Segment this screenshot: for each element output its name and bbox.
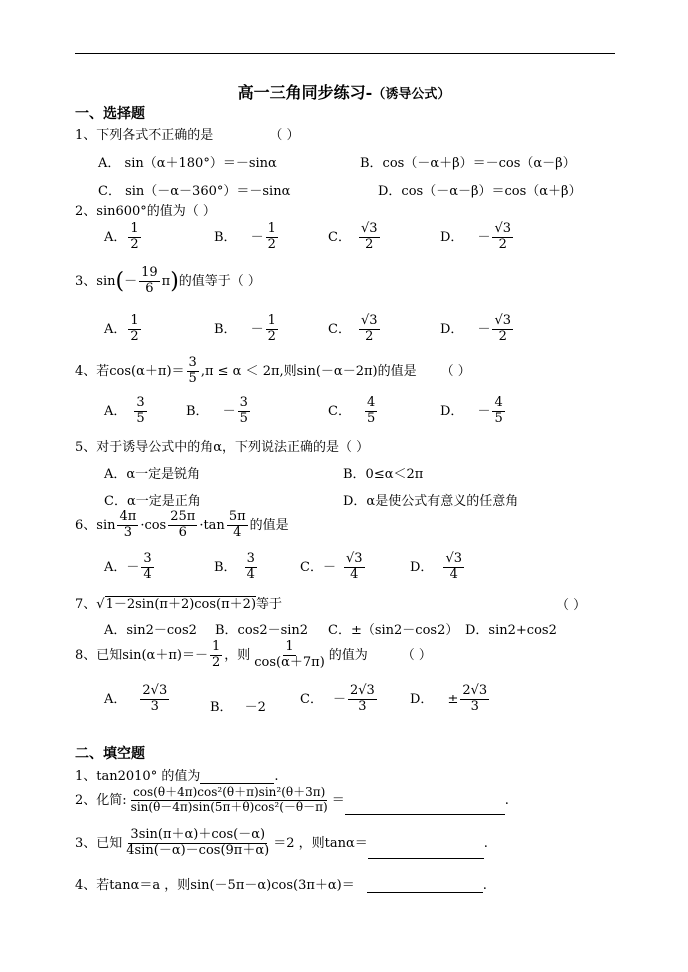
fill-2-blank[interactable] <box>345 800 505 815</box>
question-8-stem: 8、已知sin(α＋π)＝－ $\frac{1}{2}$ ，则 $\frac{1}{\cos(\alpha+7\pi)}$ 的值为 （ ） <box>75 639 432 670</box>
q1-option-d: D．cos（－α－β）＝cos（α＋β） <box>378 184 582 199</box>
q8-option-d: D． ± $\frac{2√3}{3}$ <box>410 683 488 714</box>
q8-option-a: A． $\frac{2√3}{3}$ <box>104 683 168 714</box>
question-4-stem: 4、若cos(α＋π)＝ $\frac{3}{5}$ ,π ≤ α ＜ 2π,则sin(－α－2π)的值是 （ ） <box>75 355 471 386</box>
fill-2: 2、化简: $\frac{\text{cos(θ＋4π)cos²(θ＋π)sin²(θ＋3π)}}{\text{sin(θ－4π)sin(5π＋θ)cos²(－θ－π)}}$ ＝ . <box>75 785 509 814</box>
q2-option-c: C． $\frac{√3}{2}$ <box>328 221 378 252</box>
fill-3: 3、已知 $\frac{3\sin(\pi+\alpha)+\cos(-\alpha)}{4\sin(-\alpha)-\cos(9\pi+\alpha)}$ ＝2 ，则tanα＝ . <box>75 827 488 858</box>
q1-option-a: A． sin（α＋180°）＝－sinα <box>98 156 277 171</box>
q2-option-d: D． － $\frac{√3}{2}$ <box>440 221 512 252</box>
fill-4-blank[interactable] <box>367 878 483 893</box>
q8-option-c: C． － $\frac{2√3}{3}$ <box>300 683 375 714</box>
q4-option-d: D． － $\frac{4}{5}$ <box>440 395 503 426</box>
fill-3-blank[interactable] <box>368 844 484 859</box>
q2-option-b: B． － $\frac{1}{2}$ <box>214 221 276 252</box>
fill-1: 1、tan2010° 的值为 . <box>75 769 279 784</box>
q6-option-d: D． $\frac{√3}{4}$ <box>410 551 462 582</box>
q1-option-b: B．cos（－α＋β）＝－cos（α－β） <box>360 156 576 171</box>
question-2-stem: 2、sin600°的值为（ ） <box>75 204 216 219</box>
question-3-stem: 3、sin(－ $\frac{19}{6}$ π)的值等于（ ） <box>75 265 261 296</box>
fill-1-blank[interactable] <box>200 769 274 784</box>
q5-option-c: C．α一定是正角 <box>104 494 201 509</box>
q4-option-b: B． － $\frac{3}{5}$ <box>186 395 248 426</box>
q7-option-d: D．sin2+cos2 <box>465 623 557 638</box>
section-choice-heading: 一、选择题 <box>75 106 145 122</box>
question-5-stem: 5、对于诱导公式中的角α，下列说法正确的是（ ） <box>75 440 370 455</box>
q1-answer-paren: （ ） <box>269 128 300 143</box>
q3-option-c: C． $\frac{√3}{2}$ <box>328 313 378 344</box>
q4-option-a: A． $\frac{3}{5}$ <box>104 395 145 426</box>
q5-option-a: A．α一定是锐角 <box>104 467 201 482</box>
q5-option-b: B．0≤α＜2π <box>343 467 424 482</box>
page-title <box>0 80 688 103</box>
q7-answer-paren: （ ） <box>556 598 587 613</box>
title-sub: （诱导公式） <box>372 87 451 102</box>
q7-option-b: B．cos2－sin2 <box>215 623 309 638</box>
q1-option-c: C． sin（－α－360°）＝－sinα <box>98 184 291 199</box>
q1-stem-text: 1、下列各式不正确的是 <box>75 128 214 143</box>
question-6-stem: 6、sin $\frac{4\pi}{3}$ ·cos $\frac{25\pi}{6}$ ·tan $\frac{5\pi}{4}$ 的值是 <box>75 509 289 540</box>
q8-option-b: B． －2 <box>210 700 266 715</box>
q7-option-a: A．sin2－cos2 <box>104 623 197 638</box>
section-fill-heading: 二、填空题 <box>75 746 145 762</box>
q7-option-c: C．±（sin2－cos2） <box>328 623 459 638</box>
title-main: 高一三角同步练习- <box>237 83 373 102</box>
fill-4: 4、若tanα＝a ，则sin(－5π－α)cos(3π＋α)＝ . <box>75 878 487 893</box>
q3-option-b: B． － $\frac{1}{2}$ <box>214 313 276 344</box>
q4-option-c: C． $\frac{4}{5}$ <box>328 395 376 426</box>
q3-option-a: A． $\frac{1}{2}$ <box>104 313 139 344</box>
q6-option-a: A．－ $\frac{3}{4}$ <box>104 551 152 582</box>
q6-option-b: B． $\frac{3}{4}$ <box>214 551 255 582</box>
header-rule <box>75 53 615 54</box>
q3-option-d: D． － $\frac{√3}{2}$ <box>440 313 512 344</box>
q5-option-d: D．α是使公式有意义的任意角 <box>343 494 519 509</box>
q2-option-a: A． $\frac{1}{2}$ <box>104 221 139 252</box>
q6-option-c: C．－ $\frac{√3}{4}$ <box>300 551 363 582</box>
question-7-stem: 7、√1－2sin(π＋2)cos(π＋2)等于 <box>75 597 283 612</box>
question-1-stem <box>75 124 300 143</box>
